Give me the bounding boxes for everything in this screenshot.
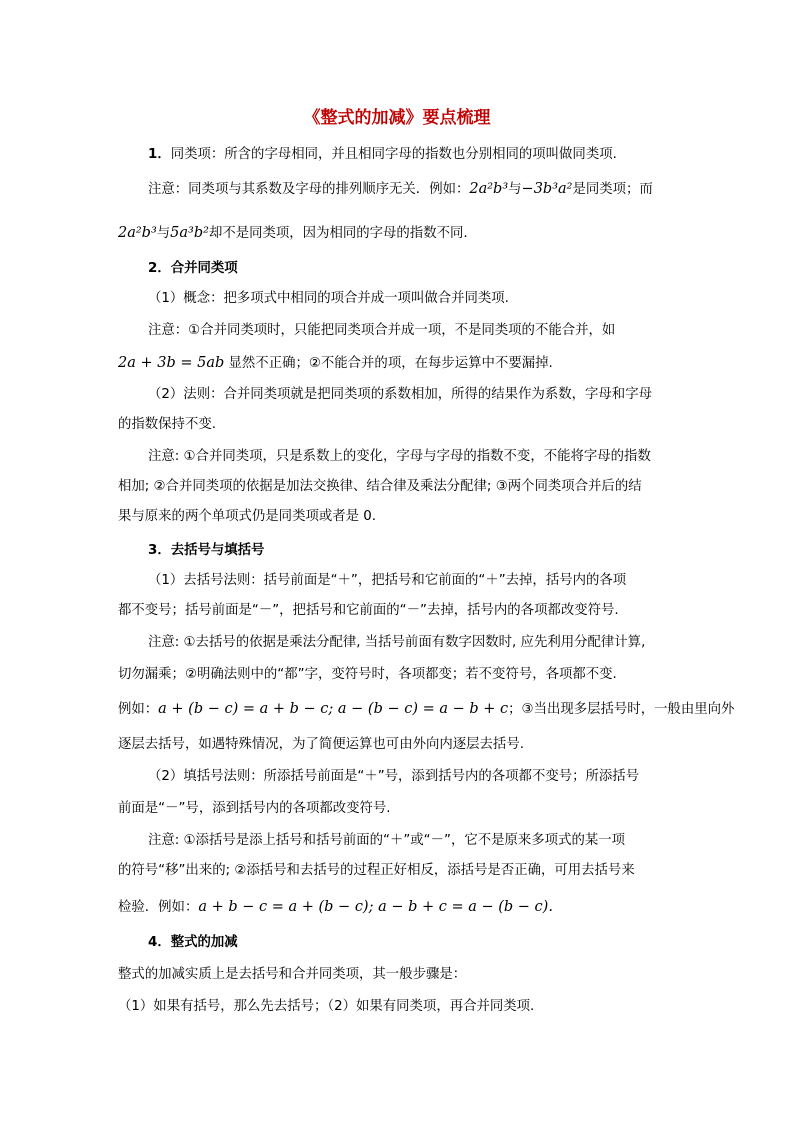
text-span: 检验．例如： [118,900,199,915]
text-span: 显然不正确；②不能合并的项，在每步运算中不要漏掉. [224,356,553,371]
text-line [118,734,524,756]
math-expression: a + b − c = a + (b − c); a − b + c = a − (b − c). [198,899,553,915]
text-span: （1）如果有括号，那么先去括号；（2）如果有同类项，再合并同类项. [118,999,535,1014]
text-line [148,570,626,592]
math-expression: a + (b − c) = a + b − c; a − (b − c) = a − b + c [158,701,509,717]
text-line [118,996,534,1018]
text-span: 与 [508,182,522,197]
text-span: （2）法则：合并同类项就是把同类项的系数相加，所得的结果作为系数，字母和字母 [148,387,652,402]
heading-label: 1． [148,147,171,162]
text-line [118,352,553,375]
text-span: 注意：同类项与其系数及字母的排列顺序无关．例如： [148,182,470,197]
section-heading [148,932,238,954]
text-line [148,288,509,310]
text-span: （1）去括号法则：括号前面是“＋”，把括号和它前面的“＋”去掉，括号内的各项 [148,573,627,588]
section-heading [148,540,264,562]
text-span: 是同类项；而 [572,182,653,197]
text-span: 逐层去括号，如遇特殊情况，为了简便运算也可由外向内逐层去括号. [118,737,524,752]
text-line [148,320,615,342]
text-line [148,384,652,406]
text-span: 的符号“移”出来的; ②添括号和去括号的过程正好相反，添括号是否正确，可用去括号来 [118,863,635,878]
text-line [118,860,635,882]
text-line [118,414,216,436]
math-expression: −3b³a² [521,181,573,197]
text-span: 整式的加减实质上是去括号和合并同类项，其一般步骤是： [118,967,467,982]
text-span: 果与原来的两个单项式仍是同类项或者是 0. [118,509,377,524]
text-span: 例如： [118,702,159,717]
text-span: 切勿漏乘；②明确法则中的“都”字，变符号时，各项都变；若不变符号，各项都不变. [118,667,617,682]
text-line [148,178,653,201]
text-span: 注意: ①添括号是添上括号和括号前面的“＋”或“－”，它不是原来多项式的某一项 [148,833,626,848]
text-line [118,664,617,686]
text-span: 与 [156,226,171,241]
text-span: ；③当出现多层括号时，一般由里向外 [508,702,735,717]
heading-label: 2．合并同类项 [148,261,238,276]
math-expression: 5a³b² [170,225,209,241]
text-line [118,798,391,820]
text-line [118,600,619,622]
text-span: 注意: ①合并同类项，只是系数上的变化，字母与字母的指数不变，不能将字母的指数 [148,449,651,464]
text-span: 的指数保持不变. [118,417,216,432]
text-line [118,698,734,721]
math-expression: 2a²b³ [469,181,509,197]
text-span: 相加; ②合并同类项的依据是加法交换律、结合律及乘法分配律; ③两个同类项合并后的结 [118,479,642,494]
document-title: 《整式的加减》要点梳理 [303,108,491,128]
text-line [148,144,617,166]
text-span: 却不是同类项，因为相同的字母的指数不同. [208,226,468,241]
text-span: 注意: ①去括号的依据是乘法分配律, 当括号前面有数字因数时, 应先利用分配律计算, [148,635,646,650]
text-span: 注意：①合并同类项时，只能把同类项合并成一项，不是同类项的不能合并，如 [148,323,616,338]
heading-label: 4．整式的加减 [148,935,238,950]
heading-label: 3．去括号与填括号 [148,543,265,558]
text-line [118,476,642,498]
text-span: 都不变号；括号前面是“－”，把括号和它前面的“－”去掉，括号内的各项都改变符号. [118,603,619,618]
text-line [118,222,468,245]
math-expression: 2a²b³ [118,225,157,241]
text-span: 前面是“－”号，添到括号内的各项都改变符号. [118,801,391,816]
text-line [118,964,466,986]
text-line [148,766,639,788]
text-span: 同类项：所含的字母相同，并且相同字母的指数也分别相同的项叫做同类项. [170,147,617,162]
text-line [148,632,645,654]
text-line [118,506,376,528]
text-line [118,896,553,919]
section-heading [148,258,238,280]
text-line [148,830,625,852]
text-line [148,446,651,468]
math-expression: 2a + 3b = 5ab [118,355,225,371]
text-span: （1）概念：把多项式中相同的项合并成一项叫做合并同类项. [148,291,509,306]
text-span: （2）填括号法则：所添括号前面是“＋”号，添到括号内的各项都不变号；所添括号 [148,769,640,784]
